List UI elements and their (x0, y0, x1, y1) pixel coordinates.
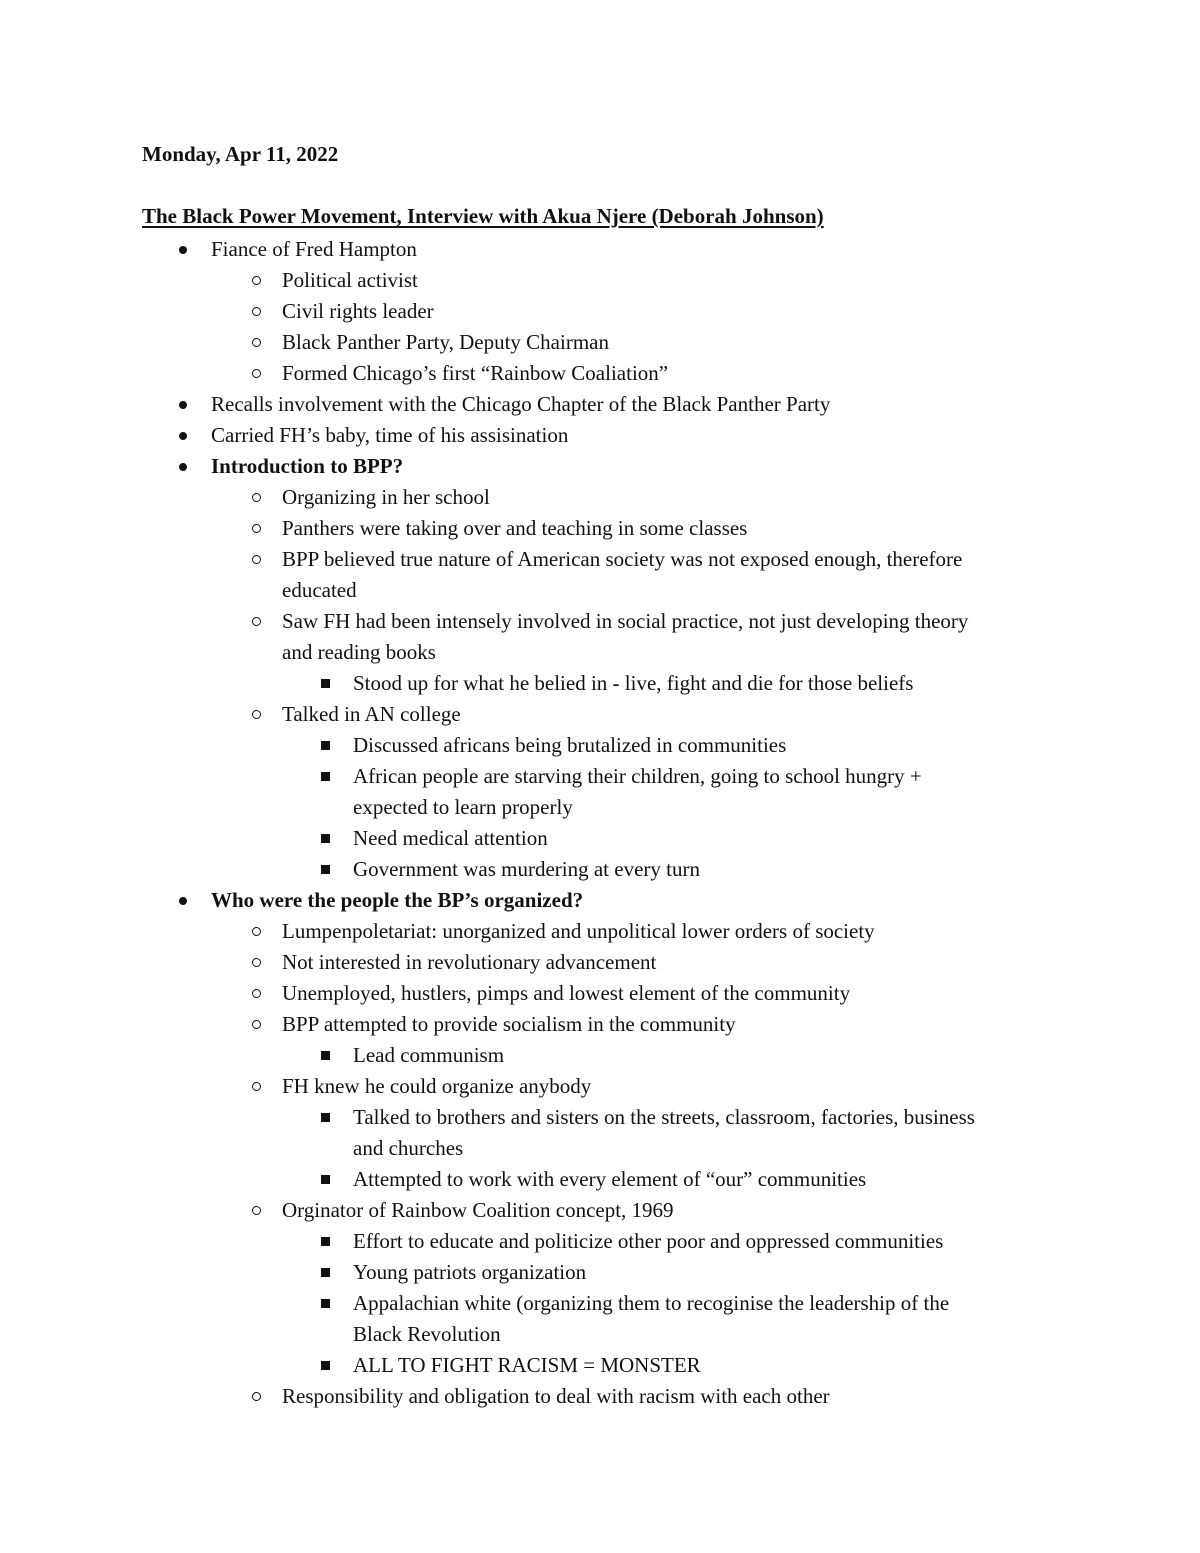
filled-circle-bullet-icon (176, 389, 190, 420)
list-item-continuation (0, 792, 1200, 823)
list-item-text: ALL TO FIGHT RACISM = MONSTER (353, 1353, 701, 1377)
list-item-text: Attempted to work with every element of “our” communities (353, 1167, 867, 1191)
list-item-level-3 (0, 854, 1200, 885)
hollow-circle-bullet-icon (249, 978, 263, 1009)
list-item-level-2 (0, 544, 1200, 575)
list-item-level-2 (0, 1071, 1200, 1102)
list-item-text: BPP attempted to provide socialism in the community (282, 1012, 736, 1036)
list-item-text: Appalachian white (organizing them to recoginise the leadership of the (353, 1291, 950, 1315)
hollow-circle-bullet-icon (249, 1009, 263, 1040)
square-bullet-icon (318, 1040, 332, 1071)
list-item-level-2 (0, 699, 1200, 730)
list-item-level-1 (0, 234, 1200, 265)
list-item-text: Organizing in her school (282, 485, 490, 509)
list-item-text: Need medical attention (353, 826, 548, 850)
hollow-circle-bullet-icon (249, 544, 263, 575)
list-item-text: Recalls involvement with the Chicago Chapter of the Black Panther Party (211, 392, 831, 416)
list-item-level-2 (0, 358, 1200, 389)
square-bullet-icon (318, 668, 332, 699)
document-date: Monday, Apr 11, 2022 (142, 142, 339, 166)
list-item-continuation (0, 1133, 1200, 1164)
list-item-level-2 (0, 513, 1200, 544)
filled-circle-bullet-icon (176, 420, 190, 451)
list-item-level-3 (0, 1288, 1200, 1319)
hollow-circle-bullet-icon (249, 296, 263, 327)
list-item-level-1 (0, 420, 1200, 451)
hollow-circle-bullet-icon (249, 358, 263, 389)
list-item-level-2 (0, 1009, 1200, 1040)
hollow-circle-bullet-icon (249, 916, 263, 947)
list-item-text: Formed Chicago’s first “Rainbow Coaliation” (282, 361, 669, 385)
hollow-circle-bullet-icon (249, 1381, 263, 1412)
hollow-circle-bullet-icon (249, 1071, 263, 1102)
list-item-level-3 (0, 730, 1200, 761)
list-item-continuation (0, 575, 1200, 606)
list-item-text: African people are starving their children, going to school hungry + (353, 764, 922, 788)
list-item-level-2 (0, 327, 1200, 358)
list-item-level-2 (0, 916, 1200, 947)
square-bullet-icon (318, 1257, 332, 1288)
list-item-text: Talked to brothers and sisters on the streets, classroom, factories, business (353, 1105, 975, 1129)
list-item-continuation (0, 637, 1200, 668)
filled-circle-bullet-icon (176, 885, 190, 916)
square-bullet-icon (318, 730, 332, 761)
list-item-text: Government was murdering at every turn (353, 857, 700, 881)
list-item-text: Lead communism (353, 1043, 505, 1067)
list-item-text: Stood up for what he belied in - live, fight and die for those beliefs (353, 671, 914, 695)
list-item-level-3 (0, 1350, 1200, 1381)
square-bullet-icon (318, 1102, 332, 1133)
list-item-text: Political activist (282, 268, 418, 292)
list-item-continuation (0, 1319, 1200, 1350)
hollow-circle-bullet-icon (249, 1195, 263, 1226)
hollow-circle-bullet-icon (249, 947, 263, 978)
square-bullet-icon (318, 823, 332, 854)
list-item-text: and reading books (282, 640, 436, 664)
filled-circle-bullet-icon (176, 451, 190, 482)
list-item-level-3 (0, 1102, 1200, 1133)
list-item-text: Not interested in revolutionary advancement (282, 950, 657, 974)
notes-list (0, 234, 1200, 1412)
list-item-text: BPP believed true nature of American society was not exposed enough, therefore (282, 547, 963, 571)
hollow-circle-bullet-icon (249, 482, 263, 513)
list-item-level-3 (0, 1040, 1200, 1071)
list-item-level-3 (0, 668, 1200, 699)
list-item-text: Fiance of Fred Hampton (211, 237, 417, 261)
list-item-level-3 (0, 1226, 1200, 1257)
list-item-text: Responsibility and obligation to deal with racism with each other (282, 1384, 830, 1408)
list-item-level-2 (0, 296, 1200, 327)
hollow-circle-bullet-icon (249, 606, 263, 637)
square-bullet-icon (318, 1288, 332, 1319)
list-item-level-2 (0, 978, 1200, 1009)
square-bullet-icon (318, 854, 332, 885)
list-item-text: FH knew he could organize anybody (282, 1074, 592, 1098)
filled-circle-bullet-icon (176, 234, 190, 265)
list-item-text: expected to learn properly (353, 795, 573, 819)
list-item-text: Unemployed, hustlers, pimps and lowest element of the community (282, 981, 851, 1005)
list-item-text: Black Revolution (353, 1322, 501, 1346)
list-item-level-2 (0, 947, 1200, 978)
document-title: The Black Power Movement, Interview with Akua Njere (Deborah Johnson) (142, 204, 824, 228)
list-item-text: Who were the people the BP’s organized? (211, 888, 584, 912)
square-bullet-icon (318, 1226, 332, 1257)
square-bullet-icon (318, 1164, 332, 1195)
hollow-circle-bullet-icon (249, 699, 263, 730)
list-item-text: Discussed africans being brutalized in communities (353, 733, 787, 757)
list-item-text: educated (282, 578, 357, 602)
list-item-level-1 (0, 885, 1200, 916)
square-bullet-icon (318, 1350, 332, 1381)
list-item-text: Carried FH’s baby, time of his assisination (211, 423, 569, 447)
list-item-text: Introduction to BPP? (211, 454, 404, 478)
list-item-level-3 (0, 823, 1200, 854)
list-item-level-2 (0, 265, 1200, 296)
list-item-level-2 (0, 1195, 1200, 1226)
list-item-text: Saw FH had been intensely involved in social practice, not just developing theory (282, 609, 969, 633)
list-item-text: Panthers were taking over and teaching in some classes (282, 516, 748, 540)
list-item-level-3 (0, 761, 1200, 792)
list-item-text: Young patriots organization (353, 1260, 587, 1284)
list-item-level-1 (0, 389, 1200, 420)
list-item-text: Talked in AN college (282, 702, 461, 726)
hollow-circle-bullet-icon (249, 513, 263, 544)
list-item-text: Civil rights leader (282, 299, 434, 323)
list-item-level-2 (0, 1381, 1200, 1412)
list-item-level-1 (0, 451, 1200, 482)
list-item-text: Orginator of Rainbow Coalition concept, 1969 (282, 1198, 674, 1222)
list-item-level-3 (0, 1257, 1200, 1288)
list-item-text: Effort to educate and politicize other poor and oppressed communities (353, 1229, 944, 1253)
list-item-text: Black Panther Party, Deputy Chairman (282, 330, 609, 354)
list-item-text: and churches (353, 1136, 464, 1160)
list-item-level-2 (0, 482, 1200, 513)
square-bullet-icon (318, 761, 332, 792)
hollow-circle-bullet-icon (249, 265, 263, 296)
list-item-level-3 (0, 1164, 1200, 1195)
list-item-text: Lumpenpoletariat: unorganized and unpolitical lower orders of society (282, 919, 875, 943)
list-item-level-2 (0, 606, 1200, 637)
hollow-circle-bullet-icon (249, 327, 263, 358)
